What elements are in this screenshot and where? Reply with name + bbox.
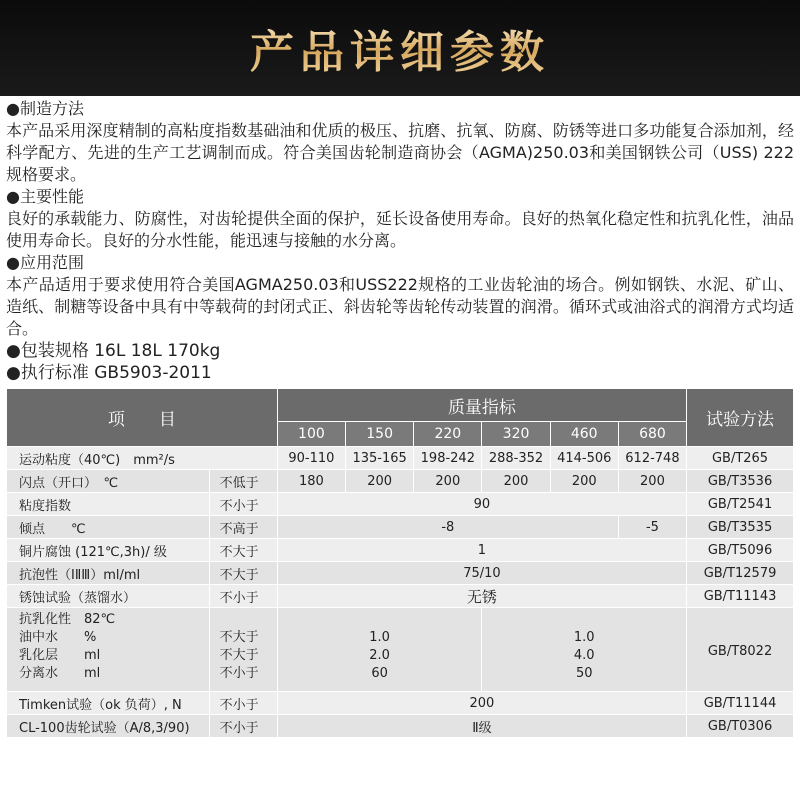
section-text-manufacture: 本产品采用深度精制的高粘度指数基础油和优质的极压、抗磨、抗氧、防腐、防锈等进口多功能复合添加剂，经科学配方、先进的生产工艺调制而成。符合美国齿轮制造商协会（AGMA)250.03和美国钢铁公司（USS) 222规格要求。 <box>6 121 794 184</box>
cell-value: 1 <box>278 539 686 561</box>
row-condition: 不低于 <box>210 470 277 492</box>
table-row <box>7 715 793 737</box>
grade-header: 220 <box>414 422 481 446</box>
cell-value: 200 <box>619 470 686 492</box>
cell-value <box>482 608 686 691</box>
cell-method: GB/T11144 <box>687 692 793 714</box>
cell-value: 无锈 <box>278 585 686 607</box>
table-row <box>7 539 793 561</box>
header-method: 试验方法 <box>687 389 793 446</box>
section-text-application: 本产品适用于要求使用符合美国AGMA250.03和USS222规格的工业齿轮油的场合。例如钢铁、水泥、矿山、造纸、制糖等设备中具有中等载荷的封闭式正、斜齿轮等齿轮传动装置的润滑。循环式或油浴式的润滑方式均适合。 <box>6 275 794 338</box>
row-name: 粘度指数 <box>7 493 209 515</box>
spec-table <box>6 388 794 738</box>
cell-method: GB/T0306 <box>687 715 793 737</box>
section-title-performance: ●主要性能 <box>6 187 84 206</box>
row-name-line: 分离水 ml <box>19 666 101 681</box>
grade-header: 150 <box>346 422 413 446</box>
row-condition: 不大于 <box>210 539 277 561</box>
value-line: 4.0 <box>573 648 595 663</box>
row-name: 抗泡性（ⅠⅡⅢ）ml/ml <box>7 562 209 584</box>
cell-value: 200 <box>482 470 549 492</box>
row-name: 倾点 ℃ <box>7 516 209 538</box>
page-title: 产品详细参数 <box>250 16 550 80</box>
row-name: 锈蚀试验（蒸馏水） <box>7 585 209 607</box>
cell-method: GB/T2541 <box>687 493 793 515</box>
cell-value: 198-242 <box>414 447 481 469</box>
condition-line: 不大于 <box>219 648 259 663</box>
row-name <box>7 608 209 691</box>
row-name: 运动粘度（40℃) mm²/s <box>7 447 277 469</box>
row-name-line: 油中水 % <box>19 630 97 645</box>
table-row <box>7 585 793 607</box>
value-line: 1.0 <box>369 630 390 645</box>
grade-header: 100 <box>278 422 345 446</box>
packaging-spec: ●包装规格 16L 18L 170kg <box>6 341 221 361</box>
row-condition: 不小于 <box>210 585 277 607</box>
table-row <box>7 562 793 584</box>
row-name: 闪点（开口） ℃ <box>7 470 209 492</box>
cell-value <box>278 608 482 691</box>
cell-value: 200 <box>278 692 686 714</box>
value-line: 60 <box>371 666 388 681</box>
cell-value: 288-352 <box>482 447 549 469</box>
cell-method: GB/T8022 <box>687 608 793 691</box>
table-row <box>7 608 793 691</box>
table-row <box>7 470 793 492</box>
value-line: 1.0 <box>573 630 595 645</box>
page-header <box>0 0 800 96</box>
cell-value: 414-506 <box>551 447 618 469</box>
cell-value: 135-165 <box>346 447 413 469</box>
cell-value: 200 <box>414 470 481 492</box>
row-condition <box>210 608 277 691</box>
cell-value: 90-110 <box>278 447 345 469</box>
table-row <box>7 447 793 469</box>
cell-method: GB/T5096 <box>687 539 793 561</box>
cell-method: GB/T11143 <box>687 585 793 607</box>
row-condition: 不小于 <box>210 692 277 714</box>
row-name: 铜片腐蚀 (121℃,3h)/ 级 <box>7 539 209 561</box>
condition-line: 不大于 <box>219 630 259 645</box>
condition-line: 不小于 <box>219 666 259 681</box>
header-quality: 质量指标 <box>278 389 686 421</box>
header-item: 项 目 <box>7 389 277 446</box>
cell-value: 180 <box>278 470 345 492</box>
value-line: 50 <box>575 666 593 681</box>
description <box>0 96 800 384</box>
cell-value: -5 <box>619 516 686 538</box>
cell-method: GB/T265 <box>687 447 793 469</box>
grade-header: 320 <box>482 422 549 446</box>
row-name: CL-100齿轮试验（A/8,3/90) <box>7 715 209 737</box>
cell-method: GB/T3535 <box>687 516 793 538</box>
row-condition: 不高于 <box>210 516 277 538</box>
section-text-performance: 良好的承载能力、防腐性，对齿轮提供全面的保护，延长设备使用寿命。良好的热氧化稳定性和抗乳化性，油品使用寿命长。良好的分水性能，能迅速与接触的水分离。 <box>6 209 794 250</box>
row-name: Timken试验（ok 负荷）, N <box>7 692 209 714</box>
row-name-line: 乳化层 ml <box>19 648 101 663</box>
section-title-application: ●应用范围 <box>6 253 84 272</box>
value-line: 2.0 <box>369 648 390 663</box>
cell-value: -8 <box>278 516 618 538</box>
cell-value: 75/10 <box>278 562 686 584</box>
grade-header: 460 <box>551 422 618 446</box>
cell-value: 612-748 <box>619 447 686 469</box>
table-row <box>7 493 793 515</box>
cell-value: 90 <box>278 493 686 515</box>
row-condition: 不小于 <box>210 493 277 515</box>
table-row <box>7 692 793 714</box>
cell-value: Ⅱ级 <box>278 715 686 737</box>
row-name-line: 抗乳化性 82℃ <box>19 612 116 627</box>
table-row <box>7 516 793 538</box>
cell-value: 200 <box>346 470 413 492</box>
grade-header: 680 <box>619 422 686 446</box>
cell-method: GB/T3536 <box>687 470 793 492</box>
cell-method: GB/T12579 <box>687 562 793 584</box>
cell-value: 200 <box>551 470 618 492</box>
section-title-manufacture: ●制造方法 <box>6 99 84 118</box>
row-condition: 不大于 <box>210 562 277 584</box>
row-condition: 不小于 <box>210 715 277 737</box>
execution-standard: ●执行标准 GB5903-2011 <box>6 363 212 383</box>
